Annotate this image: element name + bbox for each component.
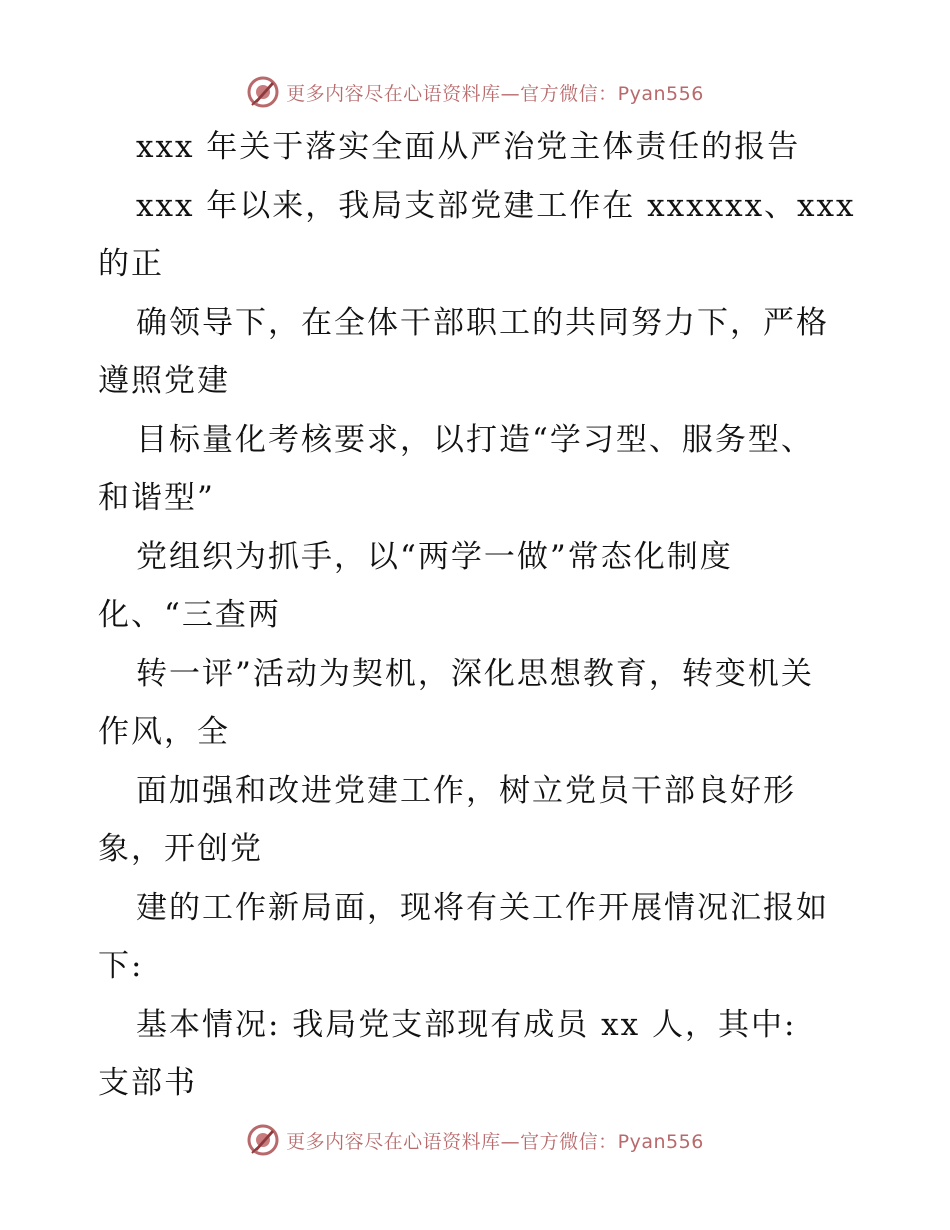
document-line: 基本情况: 我局党支部现有成员 xx 人，其中: bbox=[136, 1006, 797, 1043]
document-line: 象，开创党 bbox=[98, 831, 263, 867]
document-line: 遵照党建 bbox=[98, 363, 230, 399]
document-line: 面加强和改进党建工作，树立党员干部良好形 bbox=[136, 772, 796, 809]
footer-banner bbox=[0, 1120, 950, 1160]
document-line: 转一评”活动为契机，深化思想教育，转变机关 bbox=[136, 655, 814, 692]
banner-text: 更多内容尽在心语资料库—官方微信：Pyan556 bbox=[286, 1130, 704, 1153]
quill-pen-logo-icon bbox=[246, 1123, 280, 1157]
banner-text: 更多内容尽在心语资料库—官方微信：Pyan556 bbox=[286, 82, 704, 105]
document-line: 支部书 bbox=[98, 1065, 197, 1101]
document-line: 建的工作新局面，现将有关工作开展情况汇报如 bbox=[136, 889, 829, 926]
document-body bbox=[98, 118, 858, 1113]
header-banner bbox=[0, 72, 950, 112]
document-line: 作风，全 bbox=[98, 714, 230, 750]
document-line: 下: bbox=[98, 948, 144, 984]
document-line: 党组织为抓手，以“两学一做”常态化制度 bbox=[136, 538, 733, 575]
document-line: 化、“三查两 bbox=[98, 597, 281, 633]
document-line: 确领导下，在全体干部职工的共同努力下，严格 bbox=[136, 304, 829, 341]
document-line: 的正 bbox=[98, 246, 164, 282]
document-line: xxx 年以来，我局支部党建工作在 xxxxxx、xxx bbox=[136, 187, 856, 224]
document-line: 和谐型” bbox=[98, 480, 215, 516]
document-line: 目标量化考核要求，以打造“学习型、服务型、 bbox=[136, 421, 814, 458]
quill-pen-logo-icon bbox=[246, 75, 280, 109]
document-line: xxx 年关于落实全面从严治党主体责任的报告 bbox=[136, 129, 801, 165]
